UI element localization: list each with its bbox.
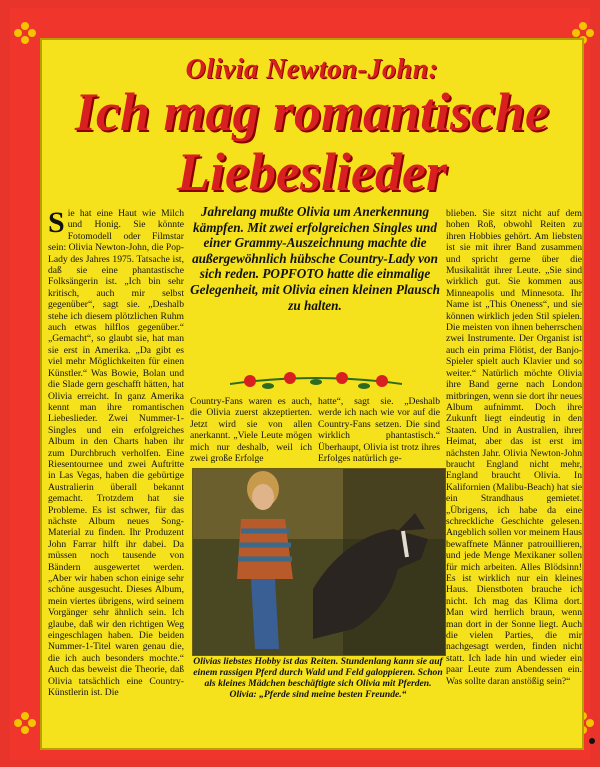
middle-column-right: hatte“, sagt sie. „Deshalb werde ich nach wie vor auf die Country-Fans setzen. Die sind wirklich phantastisch.“ Überhaupt, Olivia ist trotz ihres Erfolges natürlich ge- [318,396,440,465]
intro-text: Jahrelang mußte Olivia um Anerkennung kämpfen. Mit zwei erfolgreichen Singles und einer Grammy-Auszeichnung machte die außergewöhnlich hübsche Country-Lady von sich reden. POPFOTO hatte die einmalige Gelegenheit, mit Olivia einen kleinen Plausch zu halten. [190,204,440,313]
photo-caption: Olivias liebstes Hobby ist das Reiten. Stundenlang kann sie auf einem rassigen Pferd durch Wald und Feld galoppieren. Schon als kleines Mädchen beschäftigte sich Olivia mit Pferden. Olivia: „Pferde sind meine besten Freunde.“ [193,656,443,700]
headline-main-line2: Liebeslieder [177,142,447,202]
end-mark-bullet [589,738,595,744]
drop-cap: S [48,206,65,239]
corner-flower-icon [14,22,36,44]
middle-column-left: Country-Fans waren es auch, die Olivia zuerst akzeptierten. Jetzt wird sie von allen anerkannt. „Viele Leute mögen mich nur deshalb, weil ich zwei große Erfolge [190,396,312,465]
article-panel [40,38,584,750]
magazine-page [10,8,590,760]
left-column [48,208,184,698]
flower-ornament-icon [220,370,412,394]
right-column: blieben. Sie sitzt nicht auf dem hohen Roß, obwohl Reiten zu ihren Hobbies gehört. Am liebsten ist sie mit ihrer Band zusammen und spricht gerne über die Musikalität ihrer Leute. „Sie sind wirklich gut. Sie kommen aus Minneapolis und Minnesota. Ihr Name ist „This Oneness“, und sie können wirklich jeden Stil spielen. Die meisten von ihnen beherrschen zwei Instrumente. Der Organist ist auch ein prima Flötist, der Banjo-Spieler spielt auch Klavier und so weiter.“ Natürlich möchte Olivia ihre Band gerne nach London mitbringen, wenn sie dort ihr neues Album aufnimmt. Doch ihre Zukunft liegt eindeutig in den Staaten. Und in Australien, ihrer Heimat, aber das ist erst im nächsten Jahr. Olivia Newton-John braucht England nicht mehr, England braucht Olivia. In Kalifornien (Malibu-Beach) hat sie ein Strandhaus gemietet. „Übrigens, ich habe da eine schreckliche Geschichte gelesen. Angeblich sollen vor meinem Haus bewaffnete Männer patrouillieren, und jede Menge Mexikaner sollen für mich arbeiten. Alles Blödsinn! Es ist wirklich nur ein kleines Haus. Dienstboten brauche ich nicht. Ich mag das Klima dort. Man wird herrlich braun, wenn man dort in der Sonne liegt. Auch die vielen Parties, die mir nachgesagt werden, finden nicht statt. Ich lade hin und wieder ein paar Leute zum Abendessen ein. Was sollte daran anstößig sein?“ [446,208,582,687]
headline-main-line1: Ich mag romantische [74,82,550,142]
corner-flower-icon [14,712,36,734]
photo-illustration [193,469,445,655]
headline-name: Olivia Newton-John: [185,54,439,85]
horse-riding-photo [192,468,446,656]
left-column-text: ie hat eine Haut wie Milch und Honig. Sie könnte Fotomodell oder Filmstar sein: Olivia Newton-John, die Pop-Lady des Jahres 1975. Tatsache ist, daß sie eine phantastische Folksängerin ist. „Ich bin sehr kritisch, auch mir selbst gegenüber“, sagt sie. „Deshalb stehe ich diesem plötzlichen Ruhm auch etwas hilflos gegenüber.“ „Gemacht“, so glaubt sie, hat man sie erst in Amerika. „Da gibt es viel mehr Möglichkeiten für einen Künstler.“ Was Bowie, Bolan und die Slade gern geschafft hätten, hat Olivia erreicht. In ganz Amerika kennt man ihre romantischen Liebeslieder. Zwei Nummer-1-Singles und ein erfolgreiches Album in den Charts haben ihr zum Durchbruch verholfen. Eine Riesentournee und zwei Auftritte in Las Vegas, haben die gebürtige Australierin überall bekannt gemacht. Trotzdem hat sie Probleme. Es ist schwer, für das nächste Album neues Song-Material zu finden. Ihr Produzent John Farrar hilft ihr dabei. Da müssen noch tausende von Bändern ausgewertet werden. „Aber wir haben schon einige sehr schöne ausgesucht. Dieses Album, mein viertes übrigens, wird seinem Vorgänger sehr ähnlich sein. Ich glaube, daß wir den richtigen Weg eingeschlagen haben. Die beiden Nummer-1-Titel waren genau die, die ich auch besonders mochte.“ Auch das beweist die Theorie, daß Olivia tatsächlich eine Country-Künstlerin ist. Die [48,208,184,699]
